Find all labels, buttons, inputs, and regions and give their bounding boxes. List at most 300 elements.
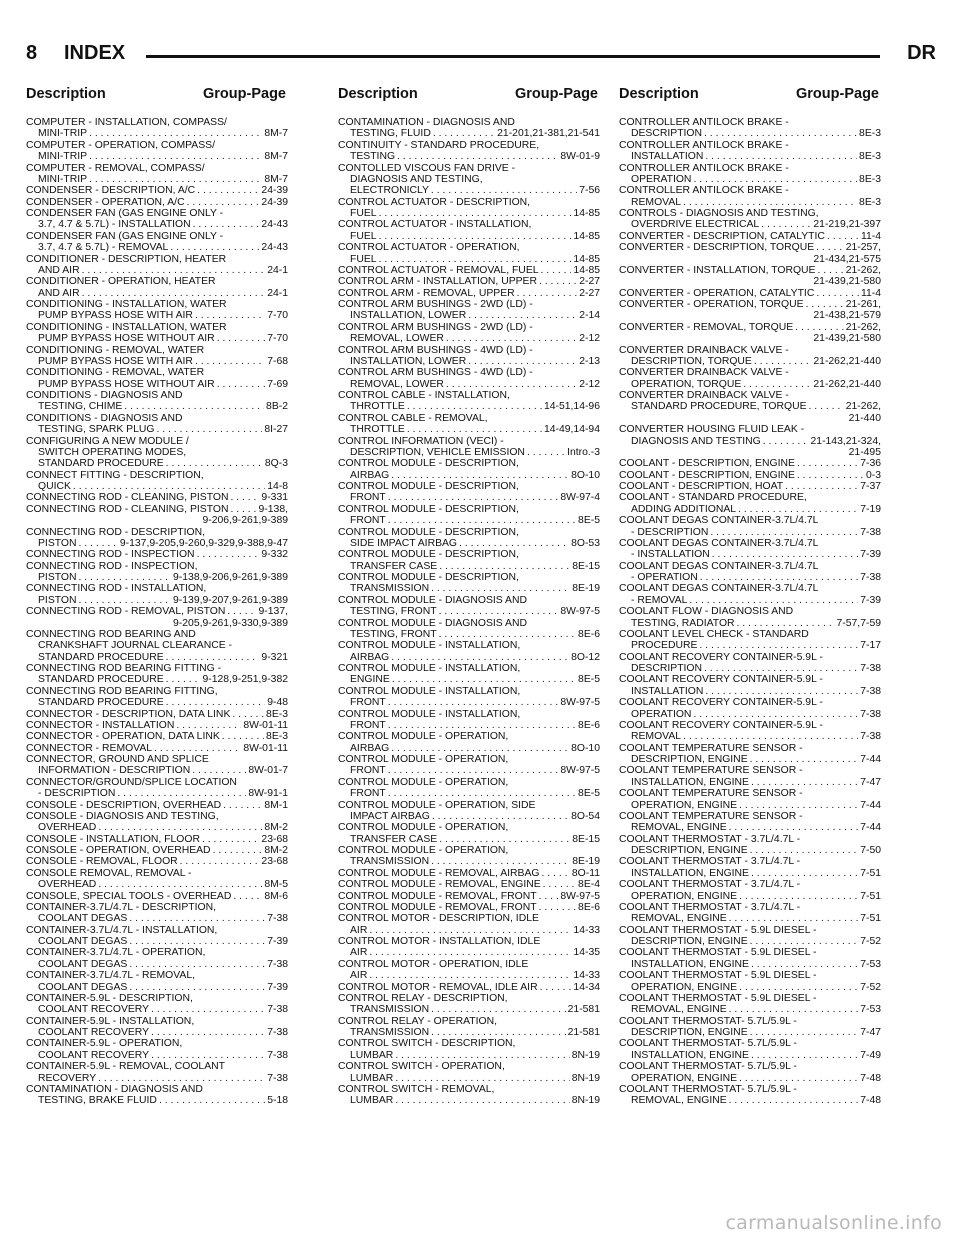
entry-line bbox=[26, 777, 288, 788]
index-entry bbox=[619, 367, 881, 390]
group-page-ref: 7-38 bbox=[860, 708, 881, 720]
index-entry bbox=[26, 970, 288, 993]
entry-text: PISTON bbox=[38, 594, 77, 606]
entry-text: CONTINUITY - STANDARD PROCEDURE, bbox=[338, 139, 540, 151]
entry-line bbox=[26, 322, 288, 333]
leader-dots bbox=[439, 606, 559, 617]
entry-text: CONVERTER DRAINBACK VALVE - bbox=[619, 367, 789, 379]
leader-dots bbox=[193, 219, 260, 230]
group-page-ref: 8W-97-4 bbox=[560, 492, 600, 504]
leader-dots bbox=[73, 481, 265, 492]
entry-line bbox=[338, 1084, 600, 1095]
index-entry bbox=[338, 982, 600, 993]
leader-dots bbox=[89, 128, 262, 139]
index-entry bbox=[619, 697, 881, 720]
group-page-ref: 21-439,21-580 bbox=[813, 333, 881, 345]
entry-text: CONTROL CABLE - INSTALLATION, bbox=[338, 390, 510, 401]
group-page-ref: 8E-5 bbox=[578, 788, 600, 800]
entry-text: CONTROL MODULE - REMOVAL, FRONT bbox=[338, 890, 537, 902]
index-entry bbox=[619, 856, 881, 879]
entry-line bbox=[26, 629, 288, 640]
entry-line bbox=[619, 424, 881, 435]
leader-dots bbox=[89, 174, 262, 185]
leader-dots bbox=[217, 333, 266, 344]
entry-line bbox=[619, 356, 881, 367]
page-header bbox=[26, 42, 936, 78]
leader-dots bbox=[369, 947, 571, 958]
entry-text: CONVERTER - DESCRIPTION, TORQUE bbox=[619, 242, 815, 254]
entry-text: COOLANT THERMOSTAT - 5.9L DIESEL - bbox=[619, 992, 817, 1004]
entry-line bbox=[338, 879, 600, 890]
entry-line bbox=[619, 959, 881, 970]
group-page-ref: 9-205,9-261,9-330,9-389 bbox=[173, 617, 288, 629]
leader-dots bbox=[439, 629, 576, 640]
entry-text: STANDARD PROCEDURE bbox=[38, 458, 164, 470]
entry-text: DIAGNOSIS AND TESTING bbox=[631, 435, 761, 447]
group-page-ref: 8E-3 bbox=[859, 151, 881, 163]
section-code: DR bbox=[907, 42, 936, 64]
index-entry bbox=[619, 242, 881, 265]
entry-text: CONTROLLER ANTILOCK BRAKE - bbox=[619, 139, 789, 151]
group-page-ref: 8E-15 bbox=[572, 560, 600, 572]
entry-text: TESTING, FRONT bbox=[350, 628, 437, 640]
entry-line bbox=[26, 140, 288, 151]
entry-line bbox=[26, 151, 288, 162]
index-entry bbox=[26, 231, 288, 254]
index-column-2 bbox=[338, 117, 600, 1107]
entry-text: COOLANT TEMPERATURE SENSOR - bbox=[619, 742, 803, 754]
entry-text: COOLANT THERMOSTAT- 5.7L/5.9L - bbox=[619, 1083, 797, 1095]
entry-line bbox=[338, 151, 600, 162]
index-entry bbox=[338, 140, 600, 163]
leader-dots bbox=[739, 891, 858, 902]
entry-text: CONTROL ARM BUSHINGS - 2WD (LD) - bbox=[338, 299, 533, 310]
group-page-ref: 8W-97-5 bbox=[560, 606, 600, 618]
group-page-ref: 14-85 bbox=[573, 264, 600, 276]
group-page-ref: 2-14 bbox=[579, 310, 600, 322]
group-page-ref: 9-138,9-206,9-261,9-389 bbox=[173, 572, 288, 583]
index-entry bbox=[26, 185, 288, 196]
index-entry bbox=[619, 515, 881, 538]
group-page-ref: 8M-6 bbox=[264, 890, 288, 902]
index-entry bbox=[338, 572, 600, 595]
leader-dots bbox=[117, 788, 246, 799]
entry-text: FUEL bbox=[350, 208, 377, 219]
entry-line bbox=[338, 276, 600, 287]
group-page-ref: 24-43 bbox=[261, 242, 288, 254]
entry-text: CONTROL INFORMATION (VECI) - bbox=[338, 435, 504, 447]
entry-line bbox=[619, 891, 881, 902]
entry-text: COOLANT THERMOSTAT - 3.7L/4.7L - bbox=[619, 879, 801, 891]
entry-text: COOLANT THERMOSTAT - 5.9L DIESEL - bbox=[619, 947, 817, 959]
entry-text: CONSOLE - REMOVAL, FLOOR bbox=[26, 856, 178, 868]
leader-dots bbox=[129, 913, 265, 924]
entry-line bbox=[338, 458, 600, 469]
entry-text: CONSOLE - INSTALLATION, FLOOR bbox=[26, 833, 200, 845]
entry-line bbox=[26, 822, 288, 833]
leader-dots bbox=[468, 310, 577, 321]
index-entry bbox=[338, 777, 600, 800]
entry-line bbox=[338, 356, 600, 367]
entry-text: CONDITIONER - DESCRIPTION, HEATER bbox=[26, 253, 227, 265]
entry-text: TRANSMISSION bbox=[350, 856, 430, 868]
index-entry bbox=[338, 288, 600, 299]
leader-dots bbox=[379, 254, 572, 265]
leader-dots bbox=[689, 595, 858, 606]
index-entry bbox=[338, 117, 600, 140]
leader-dots bbox=[79, 538, 118, 549]
index-entry bbox=[619, 834, 881, 857]
entry-line bbox=[338, 925, 600, 936]
index-entry bbox=[26, 993, 288, 1016]
entry-text: INSTALLATION bbox=[631, 685, 704, 697]
entry-text: - DESCRIPTION bbox=[38, 788, 116, 800]
entry-text: CONTROL CABLE - REMOVAL, bbox=[338, 412, 488, 424]
entry-line bbox=[619, 811, 881, 822]
entry-line bbox=[619, 970, 881, 981]
group-page-ref: 8O-54 bbox=[571, 810, 600, 822]
index-entry bbox=[619, 561, 881, 584]
entry-line bbox=[26, 549, 288, 560]
entry-text: COOLANT THERMOSTAT - 3.7L/4.7L - bbox=[619, 856, 801, 868]
entry-line bbox=[26, 1061, 288, 1072]
entry-line bbox=[26, 504, 288, 515]
entry-line bbox=[338, 811, 600, 822]
group-page-ref: 24-39 bbox=[261, 196, 288, 208]
leader-dots bbox=[230, 504, 256, 515]
leader-dots bbox=[541, 265, 572, 276]
entry-line bbox=[26, 663, 288, 674]
index-entry bbox=[338, 640, 600, 663]
entry-line bbox=[619, 993, 881, 1004]
leader-dots bbox=[391, 743, 569, 754]
header-rule bbox=[146, 55, 880, 58]
group-page-ref: 7-38 bbox=[267, 1072, 288, 1084]
group-page-ref: 8E-4 bbox=[578, 879, 600, 891]
entry-text: COMPUTER - REMOVAL, COMPASS/ bbox=[26, 162, 205, 174]
entry-line bbox=[26, 470, 288, 481]
entry-text: STANDARD PROCEDURE bbox=[38, 651, 164, 663]
index-entry bbox=[619, 185, 881, 208]
leader-dots bbox=[388, 788, 576, 799]
leader-dots bbox=[763, 436, 809, 447]
entry-text: CONNECTING ROD - CLEANING, PISTON bbox=[26, 503, 229, 515]
entry-text: STANDARD PROCEDURE bbox=[38, 674, 164, 686]
group-page-ref: 8E-6 bbox=[578, 719, 600, 731]
entry-text: MINI-TRIP bbox=[38, 151, 88, 163]
entry-line bbox=[26, 925, 288, 936]
entry-text: INSTALLATION, LOWER bbox=[350, 355, 467, 367]
entry-text: AIRBAG bbox=[350, 651, 390, 663]
entry-text: DESCRIPTION, VEHICLE EMISSION bbox=[350, 446, 525, 458]
entry-line bbox=[338, 572, 600, 583]
index-entry bbox=[26, 686, 288, 709]
entry-text: QUICK bbox=[38, 481, 71, 492]
entry-text: TRANSMISSION bbox=[350, 1027, 430, 1038]
entry-text: OPERATION, ENGINE bbox=[631, 1072, 738, 1084]
leader-dots bbox=[388, 697, 559, 708]
entry-text: CONTROL MODULE - OPERATION, bbox=[338, 754, 509, 765]
group-page-ref: 14-85 bbox=[573, 253, 600, 265]
entry-text: TESTING, FLUID bbox=[350, 128, 431, 140]
entry-text: COOLANT RECOVERY CONTAINER-5.9L - bbox=[619, 719, 823, 731]
entry-line bbox=[26, 572, 288, 583]
group-page-ref: 8W-97-5 bbox=[560, 765, 600, 777]
group-page-ref: 7-37 bbox=[860, 481, 881, 492]
entry-line bbox=[619, 936, 881, 947]
entry-line bbox=[26, 640, 288, 651]
index-entry bbox=[619, 925, 881, 948]
entry-text: CONTROL MODULE - OPERATION, bbox=[338, 731, 509, 743]
group-page-ref: 9-137, bbox=[258, 606, 288, 618]
group-page-ref: 8W-01-11 bbox=[243, 719, 288, 731]
entry-text: COOLANT THERMOSTAT- 5.7L/5.9L - bbox=[619, 1061, 797, 1073]
group-page-ref: 7-39 bbox=[860, 594, 881, 606]
group-page-ref: 8N-19 bbox=[571, 1095, 600, 1107]
entry-text: CONTROL MODULE - OPERATION, SIDE bbox=[338, 799, 536, 811]
entry-text: OVERHEAD bbox=[38, 822, 97, 834]
entry-text: CONTROL MODULE - REMOVAL, FRONT bbox=[338, 901, 537, 913]
index-entry bbox=[26, 345, 288, 368]
entry-line bbox=[26, 697, 288, 708]
index-entry bbox=[338, 913, 600, 936]
entry-line bbox=[619, 686, 881, 697]
index-entry bbox=[26, 276, 288, 299]
entry-line bbox=[26, 1050, 288, 1061]
entry-line bbox=[619, 652, 881, 663]
entry-text: TESTING, BRAKE FLUID bbox=[38, 1095, 157, 1107]
entry-text: COOLANT DEGAS CONTAINER-3.7L/4.7L bbox=[619, 515, 819, 527]
entry-line bbox=[338, 970, 600, 981]
group-page-ref: 14-8 bbox=[267, 481, 288, 492]
leader-dots bbox=[98, 822, 262, 833]
entry-text: CONSOLE, SPECIAL TOOLS - OVERHEAD bbox=[26, 890, 232, 902]
index-entry bbox=[26, 117, 288, 140]
entry-text: CONNECTING ROD - REMOVAL, PISTON bbox=[26, 606, 226, 618]
leader-dots bbox=[693, 709, 858, 720]
entry-text: INSTALLATION, ENGINE bbox=[631, 958, 749, 970]
entry-text: PISTON bbox=[38, 572, 77, 583]
entry-text: CONTROL MODULE - REMOVAL, AIRBAG bbox=[338, 867, 540, 879]
index-entry bbox=[338, 686, 600, 709]
entry-text: CONTROL ARM - INSTALLATION, UPPER bbox=[338, 276, 537, 288]
index-entry bbox=[619, 299, 881, 322]
entry-text: CONTROL MOTOR - INSTALLATION, IDLE bbox=[338, 936, 541, 947]
index-entry bbox=[338, 345, 600, 368]
entry-line bbox=[338, 1004, 600, 1015]
index-entry bbox=[619, 163, 881, 186]
index-entry bbox=[338, 1038, 600, 1061]
entry-text: CONTAMINATION - DIAGNOSIS AND bbox=[26, 1083, 203, 1095]
leader-dots bbox=[369, 970, 571, 981]
entry-line bbox=[619, 458, 881, 469]
entry-line bbox=[26, 333, 288, 344]
entry-text: RECOVERY bbox=[38, 1072, 97, 1084]
index-entry bbox=[26, 197, 288, 208]
entry-line bbox=[26, 1038, 288, 1049]
leader-dots bbox=[388, 492, 559, 503]
entry-line bbox=[338, 208, 600, 219]
index-entry bbox=[619, 879, 881, 902]
entry-line bbox=[26, 242, 288, 253]
group-page-ref: 7-49 bbox=[860, 1049, 881, 1061]
entry-text: DESCRIPTION, ENGINE bbox=[631, 754, 748, 765]
group-page-ref: 2-13 bbox=[579, 355, 600, 367]
entry-text: CONTAINER-3.7L/4.7L - REMOVAL, bbox=[26, 970, 195, 982]
entry-line bbox=[26, 1004, 288, 1015]
entry-line bbox=[338, 242, 600, 253]
entry-text: CONTROLLER ANTILOCK BRAKE - bbox=[619, 185, 789, 197]
entry-line bbox=[619, 390, 881, 401]
entry-line bbox=[338, 1016, 600, 1027]
entry-text: TESTING, FRONT bbox=[350, 606, 437, 618]
group-page-ref: 8M-5 bbox=[264, 879, 288, 891]
entry-text: CONSOLE REMOVAL, REMOVAL - bbox=[26, 867, 192, 879]
leader-dots bbox=[761, 219, 811, 230]
leader-dots bbox=[433, 128, 495, 139]
entry-line bbox=[26, 538, 288, 549]
entry-line bbox=[338, 913, 600, 924]
entry-text: - REMOVAL bbox=[631, 594, 688, 606]
entry-text: CONDENSER FAN (GAS ENGINE ONLY - bbox=[26, 230, 224, 242]
entry-line bbox=[26, 743, 288, 754]
entry-line bbox=[338, 401, 600, 412]
index-entry bbox=[338, 163, 600, 197]
group-page-ref: 8E-5 bbox=[578, 515, 600, 527]
entry-line bbox=[619, 583, 881, 594]
entry-line bbox=[338, 868, 600, 879]
group-page-ref: 8M-7 bbox=[264, 151, 288, 163]
entry-text: STANDARD PROCEDURE, TORQUE bbox=[631, 401, 807, 413]
group-page-ref: 8M-1 bbox=[264, 799, 288, 811]
group-page-ref: 8N-19 bbox=[571, 1072, 600, 1084]
index-entry bbox=[26, 1061, 288, 1084]
leader-dots bbox=[539, 902, 576, 913]
entry-text: CONVERTER - OPERATION, TORQUE bbox=[619, 299, 804, 310]
leader-dots bbox=[431, 185, 577, 196]
entry-text: TESTING, SPARK PLUG bbox=[38, 424, 155, 436]
group-page-ref: 7-69 bbox=[267, 378, 288, 390]
entry-line bbox=[338, 333, 600, 344]
entry-text: CONTAINER-3.7L/4.7L - DESCRIPTION, bbox=[26, 901, 216, 913]
leader-dots bbox=[446, 379, 577, 390]
entry-text: DESCRIPTION, ENGINE bbox=[631, 845, 748, 856]
group-page-ref: 7-38 bbox=[267, 1049, 288, 1061]
leader-dots bbox=[754, 356, 812, 367]
index-entry bbox=[26, 470, 288, 493]
entry-text: FRONT bbox=[350, 765, 386, 777]
entry-text: DESCRIPTION, TORQUE bbox=[631, 355, 752, 367]
group-page-ref: 21-438,21-579 bbox=[813, 310, 881, 322]
leader-dots bbox=[230, 492, 259, 503]
entry-line bbox=[26, 993, 288, 1004]
entry-text: CONTROL MODULE - INSTALLATION, bbox=[338, 685, 521, 697]
entry-line bbox=[619, 1004, 881, 1015]
leader-dots bbox=[540, 982, 572, 993]
leader-dots bbox=[795, 322, 844, 333]
group-page-ref: 5-18 bbox=[267, 1095, 288, 1107]
index-entry bbox=[338, 891, 600, 902]
entry-text: PUMP BYPASS HOSE WITHOUT AIR bbox=[38, 378, 215, 390]
entry-line bbox=[619, 856, 881, 867]
group-page-ref: 7-51 bbox=[860, 867, 881, 879]
index-entry bbox=[26, 754, 288, 777]
entry-text: FRONT bbox=[350, 719, 386, 731]
entry-text: CONNECTOR, GROUND AND SPLICE bbox=[26, 754, 209, 765]
entry-text: CONTROL MODULE - DESCRIPTION, bbox=[338, 458, 519, 470]
entry-line bbox=[619, 288, 881, 299]
entry-line bbox=[338, 390, 600, 401]
index-entry bbox=[26, 743, 288, 754]
entry-line bbox=[26, 197, 288, 208]
entry-text: CONVERTER DRAINBACK VALVE - bbox=[619, 344, 789, 356]
entry-text: COOLANT RECOVERY bbox=[38, 1049, 150, 1061]
index-entry bbox=[338, 845, 600, 868]
entry-line bbox=[26, 595, 288, 606]
leader-dots bbox=[739, 1073, 858, 1084]
leader-dots bbox=[797, 458, 858, 469]
entry-text: CONTROL MODULE - DIAGNOSIS AND bbox=[338, 617, 527, 629]
index-entry bbox=[619, 1084, 881, 1107]
leader-dots bbox=[704, 128, 857, 139]
leader-dots bbox=[517, 288, 578, 299]
group-page-ref: 2-27 bbox=[579, 276, 600, 288]
entry-line bbox=[26, 1095, 288, 1106]
entry-text: CONDENSER - OPERATION, A/C bbox=[26, 196, 185, 208]
group-page-ref: 14-35 bbox=[573, 947, 600, 959]
entry-line bbox=[619, 561, 881, 572]
group-page-ref: 23-68 bbox=[261, 833, 288, 845]
entry-text: SWITCH OPERATING MODES, bbox=[38, 446, 187, 458]
group-page-ref: 21-581 bbox=[567, 1027, 600, 1038]
entry-text: CONTROL ACTUATOR - REMOVAL, FUEL bbox=[338, 264, 539, 276]
index-entry bbox=[26, 322, 288, 345]
entry-line bbox=[619, 777, 881, 788]
entry-text: CONTROL SWITCH - DESCRIPTION, bbox=[338, 1038, 516, 1050]
leader-dots bbox=[195, 310, 265, 321]
entry-line bbox=[338, 1038, 600, 1049]
entry-line bbox=[26, 913, 288, 924]
index-entry bbox=[26, 208, 288, 231]
entry-line bbox=[26, 947, 288, 958]
entry-text: COOLANT - DESCRIPTION, ENGINE bbox=[619, 469, 795, 481]
entry-line bbox=[338, 1061, 600, 1072]
entry-line bbox=[338, 219, 600, 230]
entry-text: CONTROL MOTOR - DESCRIPTION, IDLE bbox=[338, 913, 539, 925]
entry-line bbox=[26, 367, 288, 378]
group-page-ref: 21-440 bbox=[848, 412, 881, 424]
index-entry bbox=[26, 800, 288, 811]
entry-text: CONTROL ARM BUSHINGS - 4WD (LD) - bbox=[338, 367, 533, 379]
entry-line bbox=[26, 891, 288, 902]
group-page-ref: 14-49,14-94 bbox=[543, 424, 600, 436]
leader-dots bbox=[392, 674, 576, 685]
index-entry bbox=[26, 299, 288, 322]
entry-text: COOLANT THERMOSTAT - 3.7L/4.7L - bbox=[619, 833, 801, 845]
entry-line bbox=[619, 697, 881, 708]
entry-text: CONTROL SWITCH - REMOVAL, bbox=[338, 1083, 495, 1095]
entry-text: CONDITIONING - REMOVAL, WATER bbox=[26, 344, 205, 356]
entry-text: CONNECTING ROD BEARING FITTING, bbox=[26, 685, 218, 697]
entry-line bbox=[619, 822, 881, 833]
leader-dots bbox=[213, 845, 263, 856]
group-page-ref: 8E-15 bbox=[572, 833, 600, 845]
leader-dots bbox=[432, 811, 569, 822]
leader-dots bbox=[446, 333, 577, 344]
entry-line bbox=[338, 834, 600, 845]
index-entry bbox=[619, 288, 881, 299]
leader-dots bbox=[388, 765, 559, 776]
